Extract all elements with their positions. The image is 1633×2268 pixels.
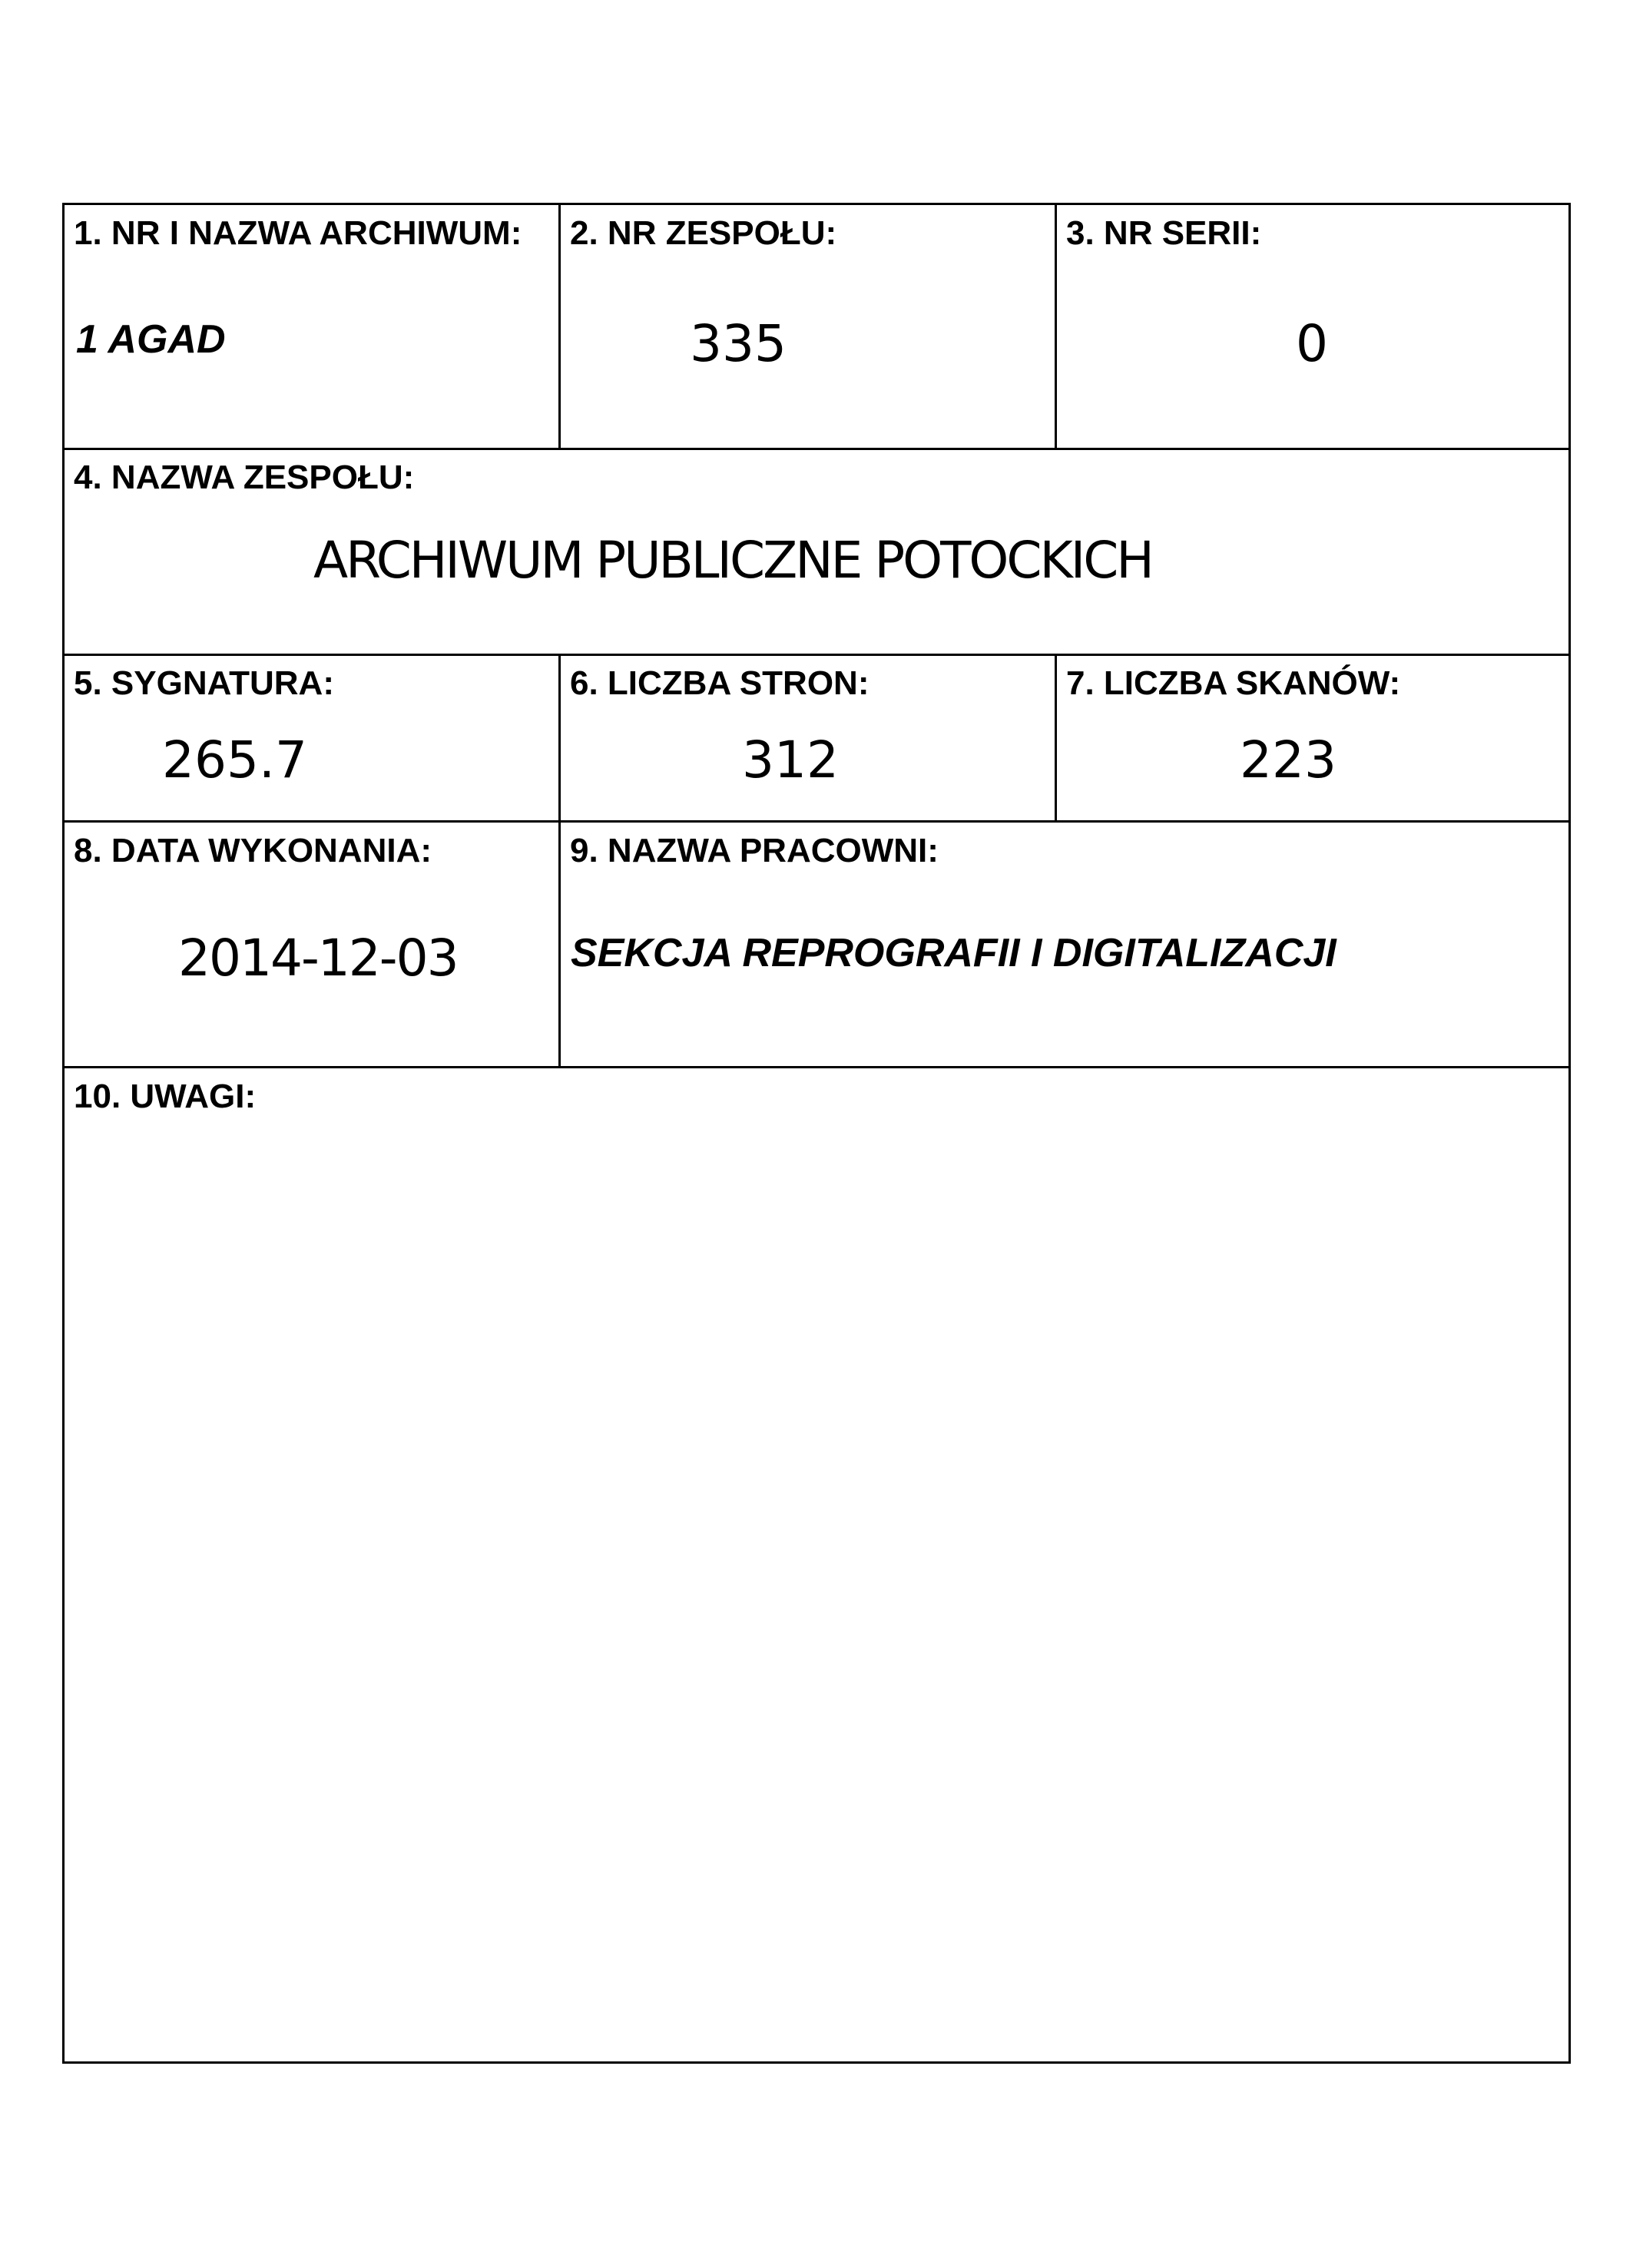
field-value-archive: 1 AGAD — [76, 317, 226, 362]
field-label-date: 8. DATA WYKONANIA: — [74, 832, 432, 869]
field-label-fonds-number: 2. NR ZESPOŁU: — [570, 214, 837, 252]
field-value-fonds-name: ARCHIWUM PUBLICZNE POTOCKICH — [313, 531, 1152, 590]
col-divider-row3-a — [558, 654, 561, 822]
field-value-date: 2014-12-03 — [178, 929, 458, 988]
field-label-fonds-name: 4. NAZWA ZESPOŁU: — [74, 459, 415, 496]
field-value-scan-count: 223 — [1240, 730, 1337, 790]
col-divider-row1-a — [558, 203, 561, 449]
row-divider-3 — [62, 820, 1571, 823]
row-divider-2 — [62, 654, 1571, 656]
field-label-page-count: 6. LICZBA STRON: — [570, 664, 869, 702]
col-divider-row3-b — [1055, 654, 1057, 822]
field-label-scan-count: 7. LICZBA SKANÓW: — [1066, 664, 1401, 702]
col-divider-row4 — [558, 820, 561, 1068]
field-label-signature: 5. SYGNATURA: — [74, 664, 334, 702]
col-divider-row1-b — [1055, 203, 1057, 449]
field-label-workshop: 9. NAZWA PRACOWNI: — [570, 832, 939, 869]
field-value-page-count: 312 — [742, 730, 839, 790]
field-label-series-number: 3. NR SERII: — [1066, 214, 1262, 252]
field-value-signature: 265.7 — [162, 730, 307, 790]
field-value-fonds-number: 335 — [690, 314, 787, 373]
field-label-notes: 10. UWAGI: — [74, 1078, 257, 1115]
field-label-archive: 1. NR I NAZWA ARCHIWUM: — [74, 214, 522, 252]
row-divider-4 — [62, 1066, 1571, 1068]
field-value-workshop: SEKCJA REPROGRAFII I DIGITALIZACJI — [571, 931, 1337, 975]
row-divider-1 — [62, 448, 1571, 450]
field-value-series-number: 0 — [1296, 314, 1328, 373]
